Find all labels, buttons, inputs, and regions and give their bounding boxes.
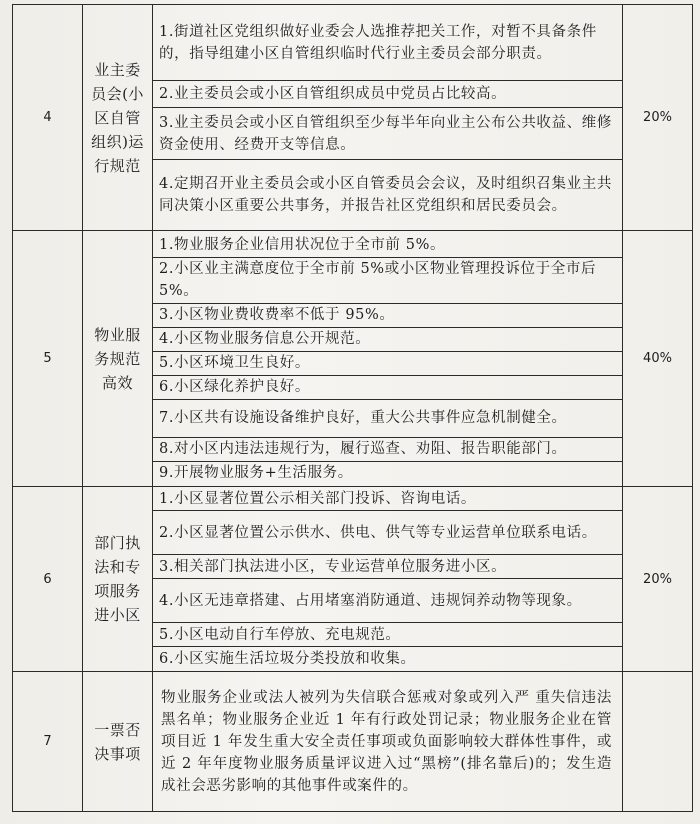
criterion-item: 2.小区业主满意度位于全市前 5%或小区物业管理投诉位于全市后 5%。 (153, 258, 622, 304)
table-row (13, 5, 693, 231)
evaluation-table (12, 4, 693, 812)
criteria-cell (153, 5, 623, 231)
criterion-item: 5.小区环境卫生良好。 (153, 352, 622, 376)
criterion-item: 1.物业服务企业信用状况位于全市前 5%。 (153, 234, 622, 258)
row-number: 6 (13, 487, 83, 672)
criterion-item: 9.开展物业服务+生活服务。 (159, 464, 353, 481)
category-cell: 物业服务规范高效 (83, 231, 153, 487)
category-cell: 业主委员会(小区自管组织)运行规范 (83, 5, 153, 231)
criterion-item: 4.小区物业服务信息公开规范。 (153, 328, 622, 352)
criterion-item: 6.小区实施生活垃圾分类投放和收集。 (159, 651, 416, 667)
criterion-item: 5.小区电动自行车停放、充电规范。 (153, 623, 622, 647)
table-row (13, 487, 693, 672)
criterion-item: 1.街道社区党组织做好业委会人选推荐把关工作，对暂不具备条件的，指导组建小区自管组织临时代行业主委员会部分职责。 (153, 5, 622, 81)
row-number: 5 (13, 231, 83, 487)
veto-description: 物业服务企业或法人被列为失信联合惩戒对象或列入严 重失信违法黑名单；物业服务企业近 1 年有行政处罚记录；物业服务企业在管项目近 1 年发生重大安全责任事项或负面影响较大群体性事件，或近 2 年年度物业服务质量评议进入过“黑榜”(排名靠后)的；发生造成社会恶劣影响的其他事件或案件的。 (153, 672, 623, 812)
criteria-cell (153, 487, 623, 672)
category-cell: 部门执法和专项服务进小区 (83, 487, 153, 672)
row-number: 4 (13, 5, 83, 231)
criterion-item: 1.小区显著位置公示相关部门投诉、咨询电话。 (153, 487, 622, 511)
criterion-item: 4.定期召开业主委员会或小区自管委员会会议，及时组织召集业主共同决策小区重要公共事务，并报告社区党组织和居民委员会。 (159, 176, 612, 214)
criterion-item: 4.小区无违章搭建、占用堵塞消防通道、违规饲养动物等现象。 (153, 579, 622, 623)
criterion-item: 8.对小区内违法违规行为，履行巡查、劝阻、报告职能部门。 (153, 438, 622, 462)
table-row (13, 231, 693, 487)
row-number: 7 (13, 672, 83, 812)
weight-cell (623, 672, 693, 812)
criteria-cell (153, 231, 623, 487)
table-row (13, 672, 693, 812)
criterion-item: 3.小区物业费收费率不低于 95%。 (153, 304, 622, 328)
category-cell: 一票否决事项 (83, 672, 153, 812)
weight-cell: 40% (623, 231, 693, 487)
criterion-item: 3.相关部门执法进小区，专业运营单位服务进小区。 (153, 555, 622, 579)
criterion-item: 7.小区共有设施设备维护良好，重大公共事件应急机制健全。 (153, 400, 622, 438)
weight-cell: 20% (623, 487, 693, 672)
criterion-item: 6.小区绿化养护良好。 (153, 376, 622, 400)
weight-cell: 20% (623, 5, 693, 231)
criterion-item: 2.业主委员会或小区自管组织成员中党员占比较高。 (153, 81, 622, 108)
criterion-item: 3.业主委员会或小区自管组织至少每半年向业主公布公共收益、维修资金使用、经费开支等信息。 (153, 108, 622, 160)
criterion-item: 2.小区显著位置公示供水、供电、供气等专业运营单位联系电话。 (153, 511, 622, 555)
